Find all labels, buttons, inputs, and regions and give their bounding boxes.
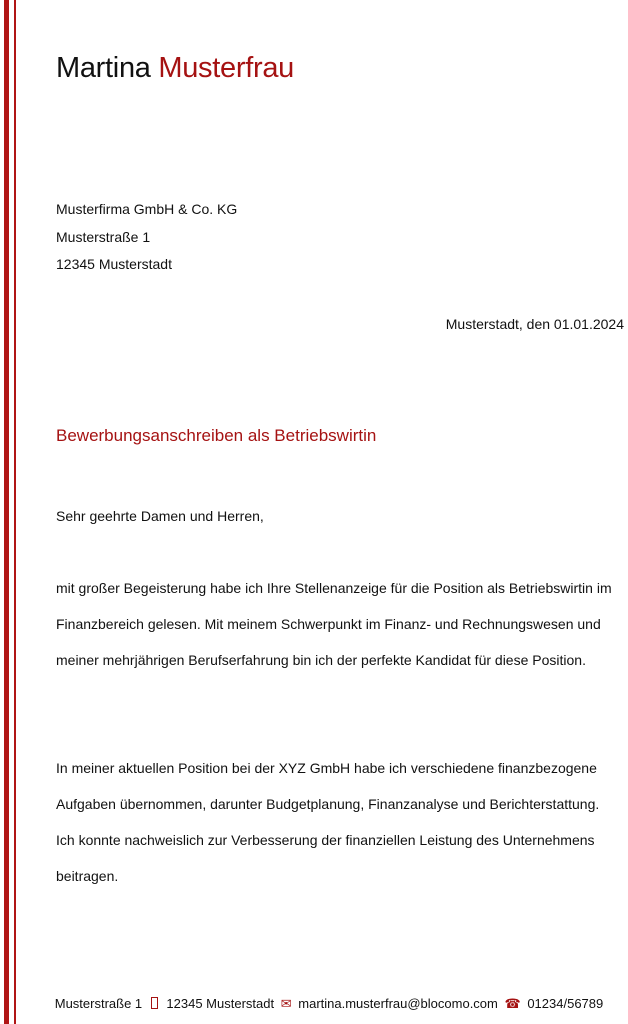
recipient-company: Musterfirma GmbH & Co. KG	[56, 201, 238, 217]
phone-icon: ☎	[504, 996, 521, 1011]
separator-icon	[151, 997, 158, 1009]
subject-line: Bewerbungsanschreiben als Betriebswirtin	[56, 426, 377, 445]
recipient-address	[56, 196, 237, 279]
footer-phone[interactable]: 01234/56789	[527, 996, 604, 1011]
first-name: Martina	[56, 52, 151, 84]
footer-street: Musterstraße 1	[54, 996, 143, 1011]
left-red-bar	[4, 0, 9, 1024]
body-paragraph-1: mit großer Begeisterung habe ich Ihre Stellenanzeige für die Position als Betriebswirtin im Finanzbereich gelesen. Mit meinem Schwerpunkt im Finanz- und Rechnungswesen und meiner mehrjährigen Berufserfahrung bin ich der perfekte Kandidat für diese Position.	[56, 580, 612, 668]
envelope-icon: ✉	[280, 996, 292, 1011]
footer-city: 12345 Musterstadt	[166, 996, 275, 1011]
footer-email[interactable]: martina.musterfrau@blocomo.com	[298, 996, 498, 1011]
last-name: Musterfrau	[158, 52, 294, 84]
salutation: Sehr geehrte Damen und Herren,	[56, 508, 264, 524]
body-paragraph-2: In meiner aktuellen Position bei der XYZ GmbH habe ich verschiedene finanzbezogene Aufgaben übernommen, darunter Budgetplanung, Finanzanalyse und Berichterstattung. Ich konnte nachweislich zur Verbesserung der finanziellen Leistung des Unternehmens beitragen.	[56, 760, 600, 884]
date-line: Musterstadt, den 01.01.2024	[445, 316, 624, 332]
footer-contact	[0, 996, 628, 1012]
recipient-street: Musterstraße 1	[56, 228, 151, 245]
recipient-city: 12345 Musterstadt	[56, 256, 172, 272]
sender-name	[56, 52, 294, 85]
left-red-thin-bar	[14, 0, 16, 1024]
